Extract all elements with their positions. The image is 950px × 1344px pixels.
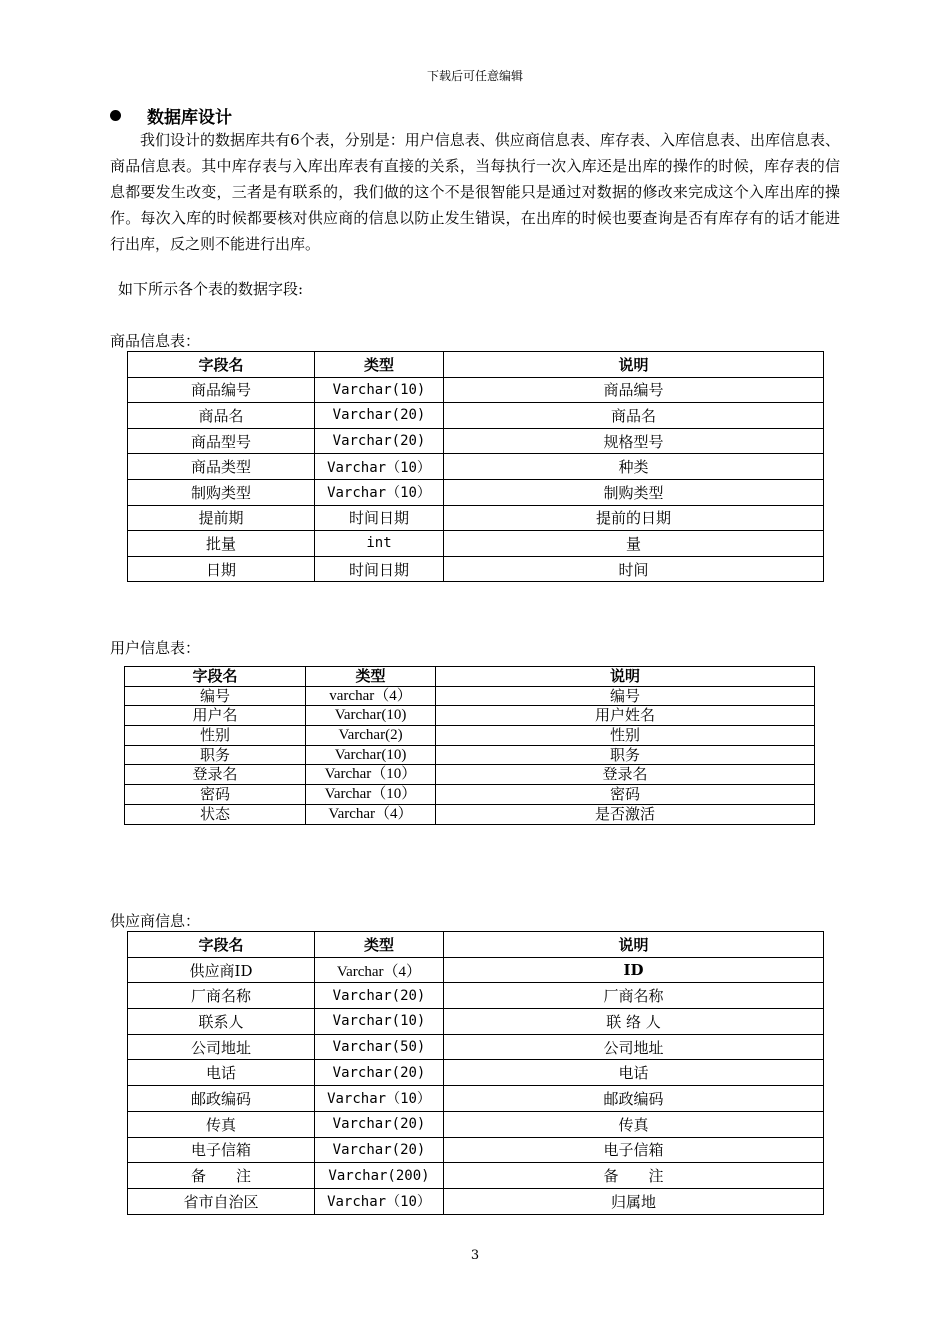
table-header-row	[125, 667, 815, 687]
table-header-row	[128, 932, 824, 958]
description-cell: 归属地	[444, 1188, 824, 1214]
description-cell: 登录名	[436, 765, 815, 785]
table-caption: 供应商信息：	[110, 912, 201, 930]
field-name-cell: 登录名	[125, 765, 306, 785]
table-header-row	[128, 352, 824, 378]
type-cell: Varchar(10)	[306, 745, 436, 765]
description-cell: 量	[444, 531, 824, 557]
table-caption: 商品信息表：	[110, 332, 201, 350]
description-cell: 传真	[444, 1111, 824, 1137]
description-cell: 电话	[444, 1060, 824, 1086]
description-cell: 用户姓名	[436, 706, 815, 726]
section-title: 数据库设计	[147, 108, 232, 128]
description-cell: 职务	[436, 745, 815, 765]
field-name-cell: 性别	[125, 726, 306, 746]
table-row	[128, 377, 824, 403]
header-cell: 说明	[444, 352, 824, 378]
description-cell: 备 注	[444, 1163, 824, 1189]
header-cell: 字段名	[125, 667, 306, 687]
type-cell: Varchar(20)	[315, 983, 444, 1009]
type-cell: Varchar（10）	[315, 1086, 444, 1112]
type-cell: Varchar(20)	[315, 1137, 444, 1163]
type-cell: Varchar(20)	[315, 1060, 444, 1086]
table-row	[125, 745, 815, 765]
table-row	[128, 1163, 824, 1189]
table-row	[128, 1086, 824, 1112]
table-row	[125, 804, 815, 824]
table-row	[128, 1111, 824, 1137]
description-cell: 联 络 人	[444, 1009, 824, 1035]
field-name-cell: 制购类型	[128, 479, 315, 505]
description-cell: 提前的日期	[444, 505, 824, 531]
field-name-cell: 批量	[128, 531, 315, 557]
description-cell: 种类	[444, 454, 824, 480]
table-row	[128, 957, 824, 983]
table-row	[128, 479, 824, 505]
section-paragraph: 我们设计的数据库共有6个表，分别是：用户信息表、供应商信息表、库存表、入库信息表、出库信息表、商品信息表。其中库存表与入库出库表有直接的关系，当每执行一次入库还是出库的操作的时候，库存表的信息都要发生改变，三者是有联系的，我们做的这个不是很智能只是通过对数据的修改来完成这个入库出库的操作。每次入库的时候都要核对供应商的信息以防止发生错误，在出库的时候也要查询是否有库存有的话才能进行出库，反之则不能进行出库。	[110, 131, 840, 253]
table-row	[128, 983, 824, 1009]
type-cell: Varchar(2)	[306, 726, 436, 746]
bullet-icon	[110, 110, 121, 121]
table-row	[125, 706, 815, 726]
type-cell: Varchar（4）	[306, 804, 436, 824]
field-name-cell: 邮政编码	[128, 1086, 315, 1112]
type-cell: Varchar(20)	[315, 428, 444, 454]
user-info-table	[124, 666, 815, 825]
section-heading	[110, 103, 232, 128]
table-caption: 用户信息表：	[110, 639, 201, 657]
table-row	[128, 505, 824, 531]
field-name-cell: 编号	[125, 686, 306, 706]
type-cell: Varchar（10）	[315, 1188, 444, 1214]
table-row	[128, 1034, 824, 1060]
description-cell: 电子信箱	[444, 1137, 824, 1163]
field-name-cell: 公司地址	[128, 1034, 315, 1060]
table-row	[128, 428, 824, 454]
type-cell: Varchar（10）	[315, 454, 444, 480]
table-row	[128, 556, 824, 582]
header-cell: 字段名	[128, 352, 315, 378]
field-name-cell: 联系人	[128, 1009, 315, 1035]
table-row	[128, 1009, 824, 1035]
table-row	[128, 454, 824, 480]
description-cell: 商品编号	[444, 377, 824, 403]
type-cell: Varchar(10)	[306, 706, 436, 726]
field-name-cell: 提前期	[128, 505, 315, 531]
table-row	[128, 1137, 824, 1163]
header-cell: 类型	[306, 667, 436, 687]
field-name-cell: 用户名	[125, 706, 306, 726]
description-cell: 编号	[436, 686, 815, 706]
field-name-cell: 备 注	[128, 1163, 315, 1189]
description-cell: 制购类型	[444, 479, 824, 505]
field-name-cell: 传真	[128, 1111, 315, 1137]
type-cell: Varchar（10）	[315, 479, 444, 505]
field-name-cell: 职务	[125, 745, 306, 765]
description-cell: 时间	[444, 556, 824, 582]
table-row	[128, 1060, 824, 1086]
table-row	[125, 765, 815, 785]
header-cell: 说明	[436, 667, 815, 687]
header-cell: 说明	[444, 932, 824, 958]
table-row	[128, 403, 824, 429]
page-number: 3	[470, 1248, 480, 1263]
type-cell: Varchar(10)	[315, 377, 444, 403]
field-name-cell: 商品编号	[128, 377, 315, 403]
description-cell: 商品名	[444, 403, 824, 429]
header-cell: 类型	[315, 932, 444, 958]
product-info-table	[127, 351, 824, 582]
type-cell: Varchar(20)	[315, 403, 444, 429]
field-name-cell: 商品类型	[128, 454, 315, 480]
description-cell: 性别	[436, 726, 815, 746]
type-cell: Varchar（10）	[306, 785, 436, 805]
type-cell: Varchar(200)	[315, 1163, 444, 1189]
table-row	[125, 785, 815, 805]
intro-text: 如下所示各个表的数据字段:	[118, 280, 304, 298]
type-cell: Varchar(50)	[315, 1034, 444, 1060]
page-header: 下载后可任意编辑	[426, 69, 523, 83]
field-name-cell: 电话	[128, 1060, 315, 1086]
table-row	[128, 1188, 824, 1214]
type-cell: int	[315, 531, 444, 557]
description-cell: 邮政编码	[444, 1086, 824, 1112]
description-cell: 是否激活	[436, 804, 815, 824]
type-cell: 时间日期	[315, 505, 444, 531]
field-name-cell: 商品名	[128, 403, 315, 429]
field-name-cell: 供应商ID	[128, 957, 315, 983]
field-name-cell: 状态	[125, 804, 306, 824]
table-row	[125, 726, 815, 746]
table-row	[128, 531, 824, 557]
table-row	[125, 686, 815, 706]
description-cell: 规格型号	[444, 428, 824, 454]
description-cell: 密码	[436, 785, 815, 805]
field-name-cell: 密码	[125, 785, 306, 805]
type-cell: Varchar(20)	[315, 1111, 444, 1137]
supplier-info-table	[127, 931, 824, 1215]
type-cell: varchar（4）	[306, 686, 436, 706]
type-cell: Varchar（4）	[315, 957, 444, 983]
header-cell: 字段名	[128, 932, 315, 958]
description-cell: ID	[444, 957, 824, 983]
field-name-cell: 商品型号	[128, 428, 315, 454]
field-name-cell: 省市自治区	[128, 1188, 315, 1214]
description-cell: 公司地址	[444, 1034, 824, 1060]
field-name-cell: 厂商名称	[128, 983, 315, 1009]
header-cell: 类型	[315, 352, 444, 378]
field-name-cell: 电子信箱	[128, 1137, 315, 1163]
type-cell: Varchar（10）	[306, 765, 436, 785]
type-cell: 时间日期	[315, 556, 444, 582]
type-cell: Varchar(10)	[315, 1009, 444, 1035]
description-cell: 厂商名称	[444, 983, 824, 1009]
field-name-cell: 日期	[128, 556, 315, 582]
